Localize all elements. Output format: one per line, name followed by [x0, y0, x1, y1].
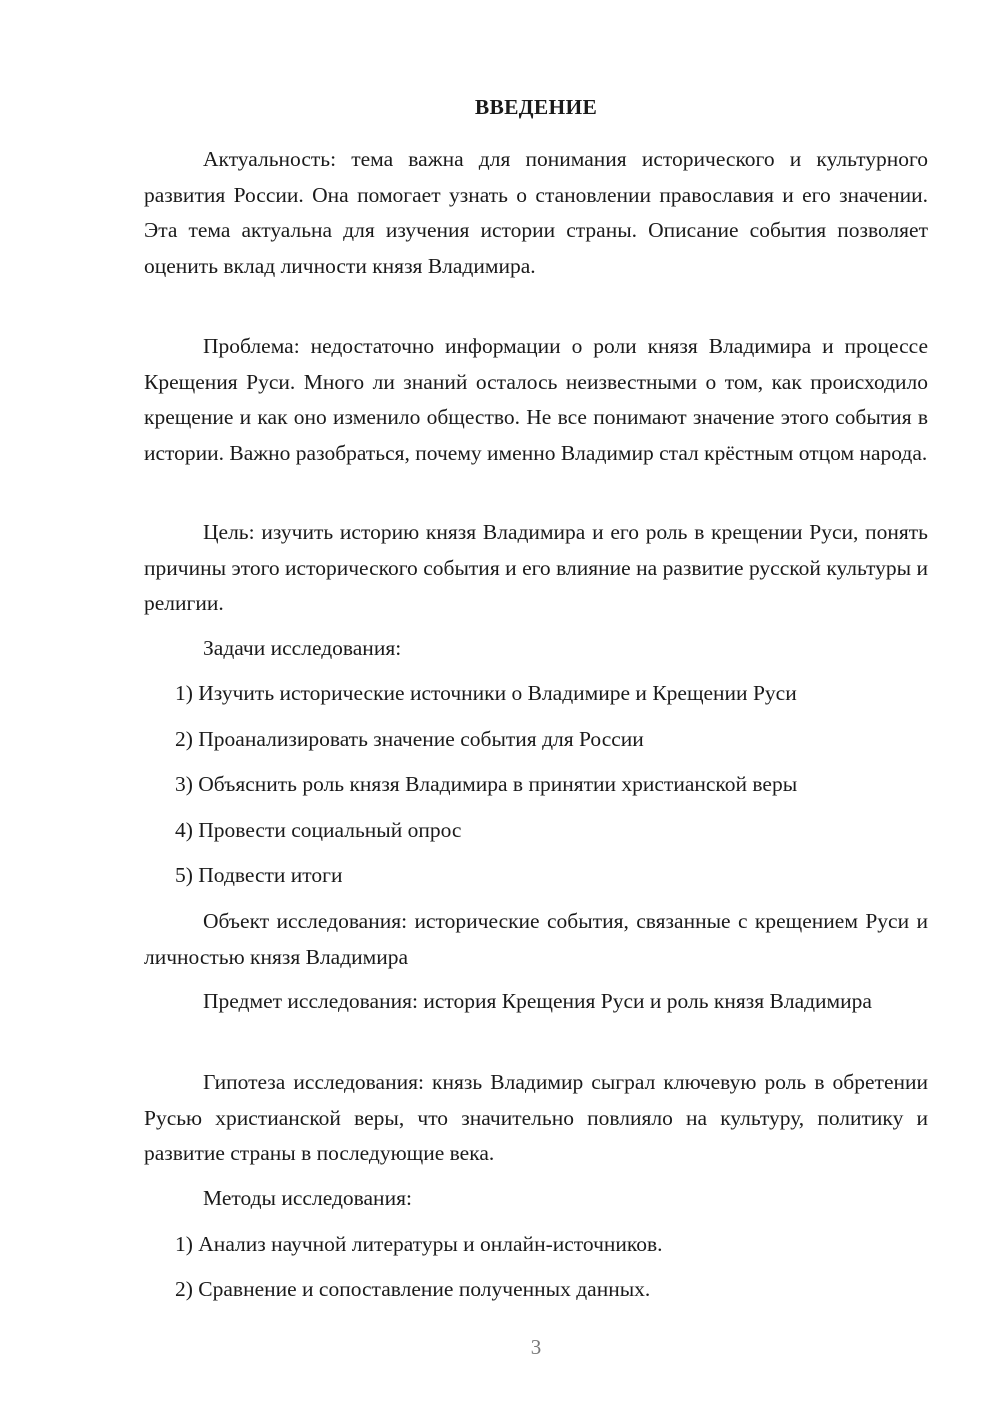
page-number: 3 [530, 1335, 542, 1359]
hypothesis-paragraph: Гипотеза исследования: князь Владимир сыграл ключевую роль в обретении Русью христианской веры, что значительно повлияло на культуру, политику и развитие страны в последующие века. [144, 1070, 928, 1165]
task-item: 5) Подвести итоги [175, 863, 343, 887]
method-item: 1) Анализ научной литературы и онлайн-источников. [175, 1232, 663, 1256]
task-item: 1) Изучить исторические источники о Владимире и Крещении Руси [175, 681, 797, 705]
methods-heading: Методы исследования: [203, 1186, 412, 1210]
object-paragraph: Объект исследования: исторические события, связанные с крещением Руси и личностью князя Владимира [144, 909, 928, 969]
task-item: 3) Объяснить роль князя Владимира в принятии христианской веры [175, 772, 798, 796]
task-item: 2) Проанализировать значение события для России [175, 727, 644, 751]
method-item: 2) Сравнение и сопоставление полученных данных. [175, 1277, 651, 1301]
relevance-paragraph: Актуальность: тема важна для понимания исторического и культурного развития России. Она помогает узнать о становлении православия и его значении. Эта тема актуальна для изучения истории страны. Описание события позволяет оценить вклад личности князя Владимира. [144, 147, 928, 278]
goal-paragraph: Цель: изучить историю князя Владимира и его роль в крещении Руси, понять причины этого исторического события и его влияние на развитие русской культуры и религии. [144, 520, 928, 615]
problem-paragraph: Проблема: недостаточно информации о роли князя Владимира и процессе Крещения Руси. Много ли знаний осталось неизвестными о том, как происходило крещение и как оно изменило общество. Не все понимают значение этого события в истории. Важно разобраться, почему именно Владимир стал крёстным отцом народа. [144, 334, 928, 465]
subject-paragraph: Предмет исследования: история Крещения Руси и роль князя Владимира [203, 989, 872, 1013]
tasks-heading: Задачи исследования: [203, 636, 402, 660]
task-item: 4) Провести социальный опрос [175, 818, 462, 842]
page-title: ВВЕДЕНИЕ [474, 95, 598, 119]
